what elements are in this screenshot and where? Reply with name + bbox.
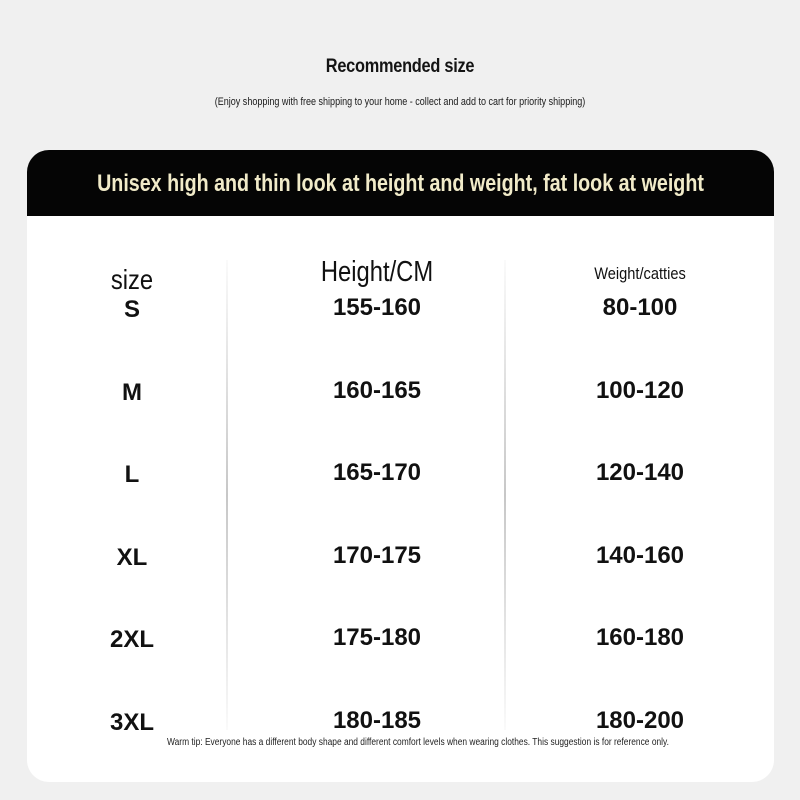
page-title: Recommended size xyxy=(325,56,475,77)
weight-cell: 160-180 xyxy=(595,624,685,651)
height-cell: 170-175 xyxy=(332,542,422,569)
weight-cell: 180-200 xyxy=(595,707,685,734)
banner xyxy=(27,150,774,216)
footer-tip: Warm tip: Everyone has a different body shape and different comfort levels when wearing clothes. This suggestion is for reference only. xyxy=(167,737,669,748)
page-subtitle: (Enjoy shopping with free shipping to your home - collect and add to cart for priority shipping) xyxy=(214,96,586,108)
height-cell: 165-170 xyxy=(332,459,422,486)
size-cell: S xyxy=(123,296,140,323)
column-divider xyxy=(504,260,506,730)
column-header-height: Height/CM xyxy=(320,256,434,288)
height-cell: 175-180 xyxy=(332,624,422,651)
size-cell: M xyxy=(122,379,142,406)
column-header-size: size xyxy=(110,264,154,295)
weight-cell: 100-120 xyxy=(595,377,685,404)
weight-cell: 120-140 xyxy=(595,459,685,486)
height-cell: 155-160 xyxy=(332,294,422,321)
column-divider xyxy=(226,260,228,730)
banner-text: Unisex high and thin look at height and weight, fat look at weight xyxy=(97,170,704,197)
weight-cell: 140-160 xyxy=(595,542,685,569)
size-chart-card xyxy=(27,150,774,782)
column-header-weight: Weight/catties xyxy=(594,264,686,283)
height-cell: 180-185 xyxy=(332,707,422,734)
size-cell: L xyxy=(124,461,140,488)
size-cell: 2XL xyxy=(109,626,154,653)
size-cell: XL xyxy=(116,544,148,571)
size-cell: 3XL xyxy=(109,709,154,736)
weight-cell: 80-100 xyxy=(602,294,678,321)
height-cell: 160-165 xyxy=(332,377,422,404)
